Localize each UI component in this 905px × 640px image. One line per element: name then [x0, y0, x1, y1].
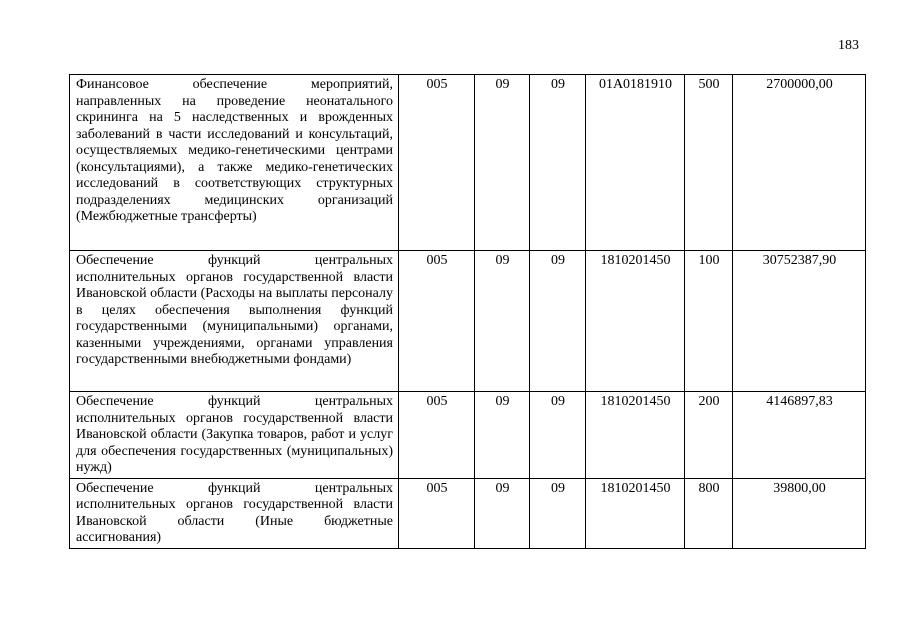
expense-type-cell: 200: [685, 392, 733, 479]
table-row: [70, 478, 866, 548]
subsection-cell: 09: [530, 478, 586, 548]
amount-cell: 2700000,00: [733, 75, 866, 251]
expense-type-cell: 500: [685, 75, 733, 251]
table-row: [70, 75, 866, 251]
subsection-cell: 09: [530, 251, 586, 392]
amount-cell: 39800,00: [733, 478, 866, 548]
budget-table: [69, 74, 866, 549]
target-article-cell: 1810201450: [586, 251, 685, 392]
subsection-cell: 09: [530, 392, 586, 479]
expense-type-cell: 100: [685, 251, 733, 392]
expense-name-cell: Обеспечение функций центральных исполнительных органов государственной власти Ивановской области (Закупка товаров, работ и услуг для обеспечения государственных (муниципальных) нужд): [70, 392, 399, 479]
ministry-code-cell: 005: [399, 75, 475, 251]
ministry-code-cell: 005: [399, 478, 475, 548]
section-cell: 09: [475, 75, 530, 251]
expense-name-cell: Обеспечение функций центральных исполнительных органов государственной власти Ивановской области (Иные бюджетные ассигнования): [70, 478, 399, 548]
expense-type-cell: 800: [685, 478, 733, 548]
ministry-code-cell: 005: [399, 392, 475, 479]
target-article-cell: 1810201450: [586, 478, 685, 548]
section-cell: 09: [475, 392, 530, 479]
amount-cell: 4146897,83: [733, 392, 866, 479]
ministry-code-cell: 005: [399, 251, 475, 392]
section-cell: 09: [475, 478, 530, 548]
section-cell: 09: [475, 251, 530, 392]
table-row: [70, 251, 866, 392]
expense-name-cell: Обеспечение функций центральных исполнительных органов государственной власти Ивановской области (Расходы на выплаты персоналу в целях обеспечения выполнения функций государственными (муниципальными) органами, казенными учреждениями, органами управления государственными внебюджетными фондами): [70, 251, 399, 392]
expense-name-cell: Финансовое обеспечение мероприятий, направленных на проведение неонатального скрининга на 5 наследственных и врожденных заболеваний в части исследований и консультаций, осуществляемых медико-генетическими центрами (консультациями), а также медико-генетических исследований в соответствующих структурных подразделениях медицинских организаций (Межбюджетные трансферты): [70, 75, 399, 251]
target-article-cell: 01А0181910: [586, 75, 685, 251]
table-row: [70, 392, 866, 479]
page-number: 183: [838, 38, 859, 53]
subsection-cell: 09: [530, 75, 586, 251]
amount-cell: 30752387,90: [733, 251, 866, 392]
target-article-cell: 1810201450: [586, 392, 685, 479]
